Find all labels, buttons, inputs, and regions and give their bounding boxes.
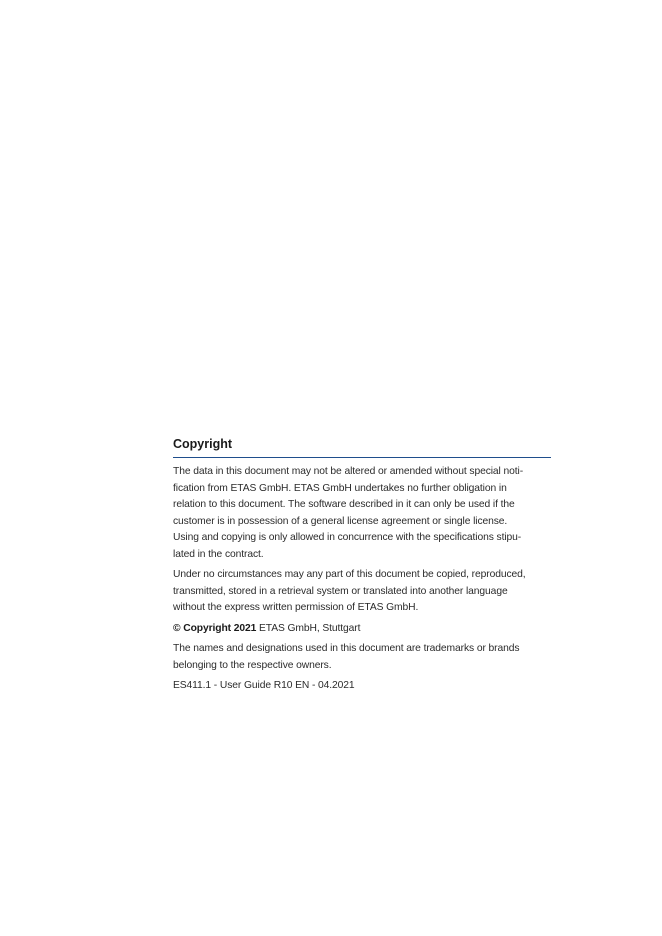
copyright-heading: Copyright [173, 436, 551, 458]
paragraph-line: fication from ETAS GmbH. ETAS GmbH undertakes no further obligation in [173, 482, 507, 494]
trademark-paragraph [173, 641, 551, 674]
paragraph-line: without the express written permission of ETAS GmbH. [173, 602, 419, 613]
paragraph-line: Using and copying is only allowed in concurrence with the specifications stipu- [173, 532, 522, 543]
paragraph-line: belonging to the respective owners. [173, 659, 332, 671]
copyright-notice [173, 621, 551, 638]
document-id: ES411.1 - User Guide R10 EN - 04.2021 [173, 680, 355, 691]
copyright-section [173, 436, 551, 699]
paragraph-line: Under no circumstances may any part of this document be copied, reproduced, [173, 569, 526, 580]
copyright-notice-holder: ETAS GmbH, Stuttgart [256, 622, 361, 634]
paragraph-line: lated in the contract. [173, 548, 264, 560]
paragraph-line: relation to this document. The software described in it can only be used if the [173, 499, 515, 510]
paragraph-line: The data in this document may not be altered or amended without special noti- [173, 466, 524, 477]
alteration-paragraph [173, 464, 551, 563]
paragraph-line: customer is in possession of a general license agreement or single license. [173, 515, 508, 527]
paragraph-line: transmitted, stored in a retrieval system or translated into another language [173, 585, 508, 597]
copyright-notice-year: © Copyright 2021 [173, 622, 257, 634]
paragraph-line: The names and designations used in this document are trademarks or brands [173, 643, 520, 654]
reproduction-paragraph [173, 567, 551, 617]
